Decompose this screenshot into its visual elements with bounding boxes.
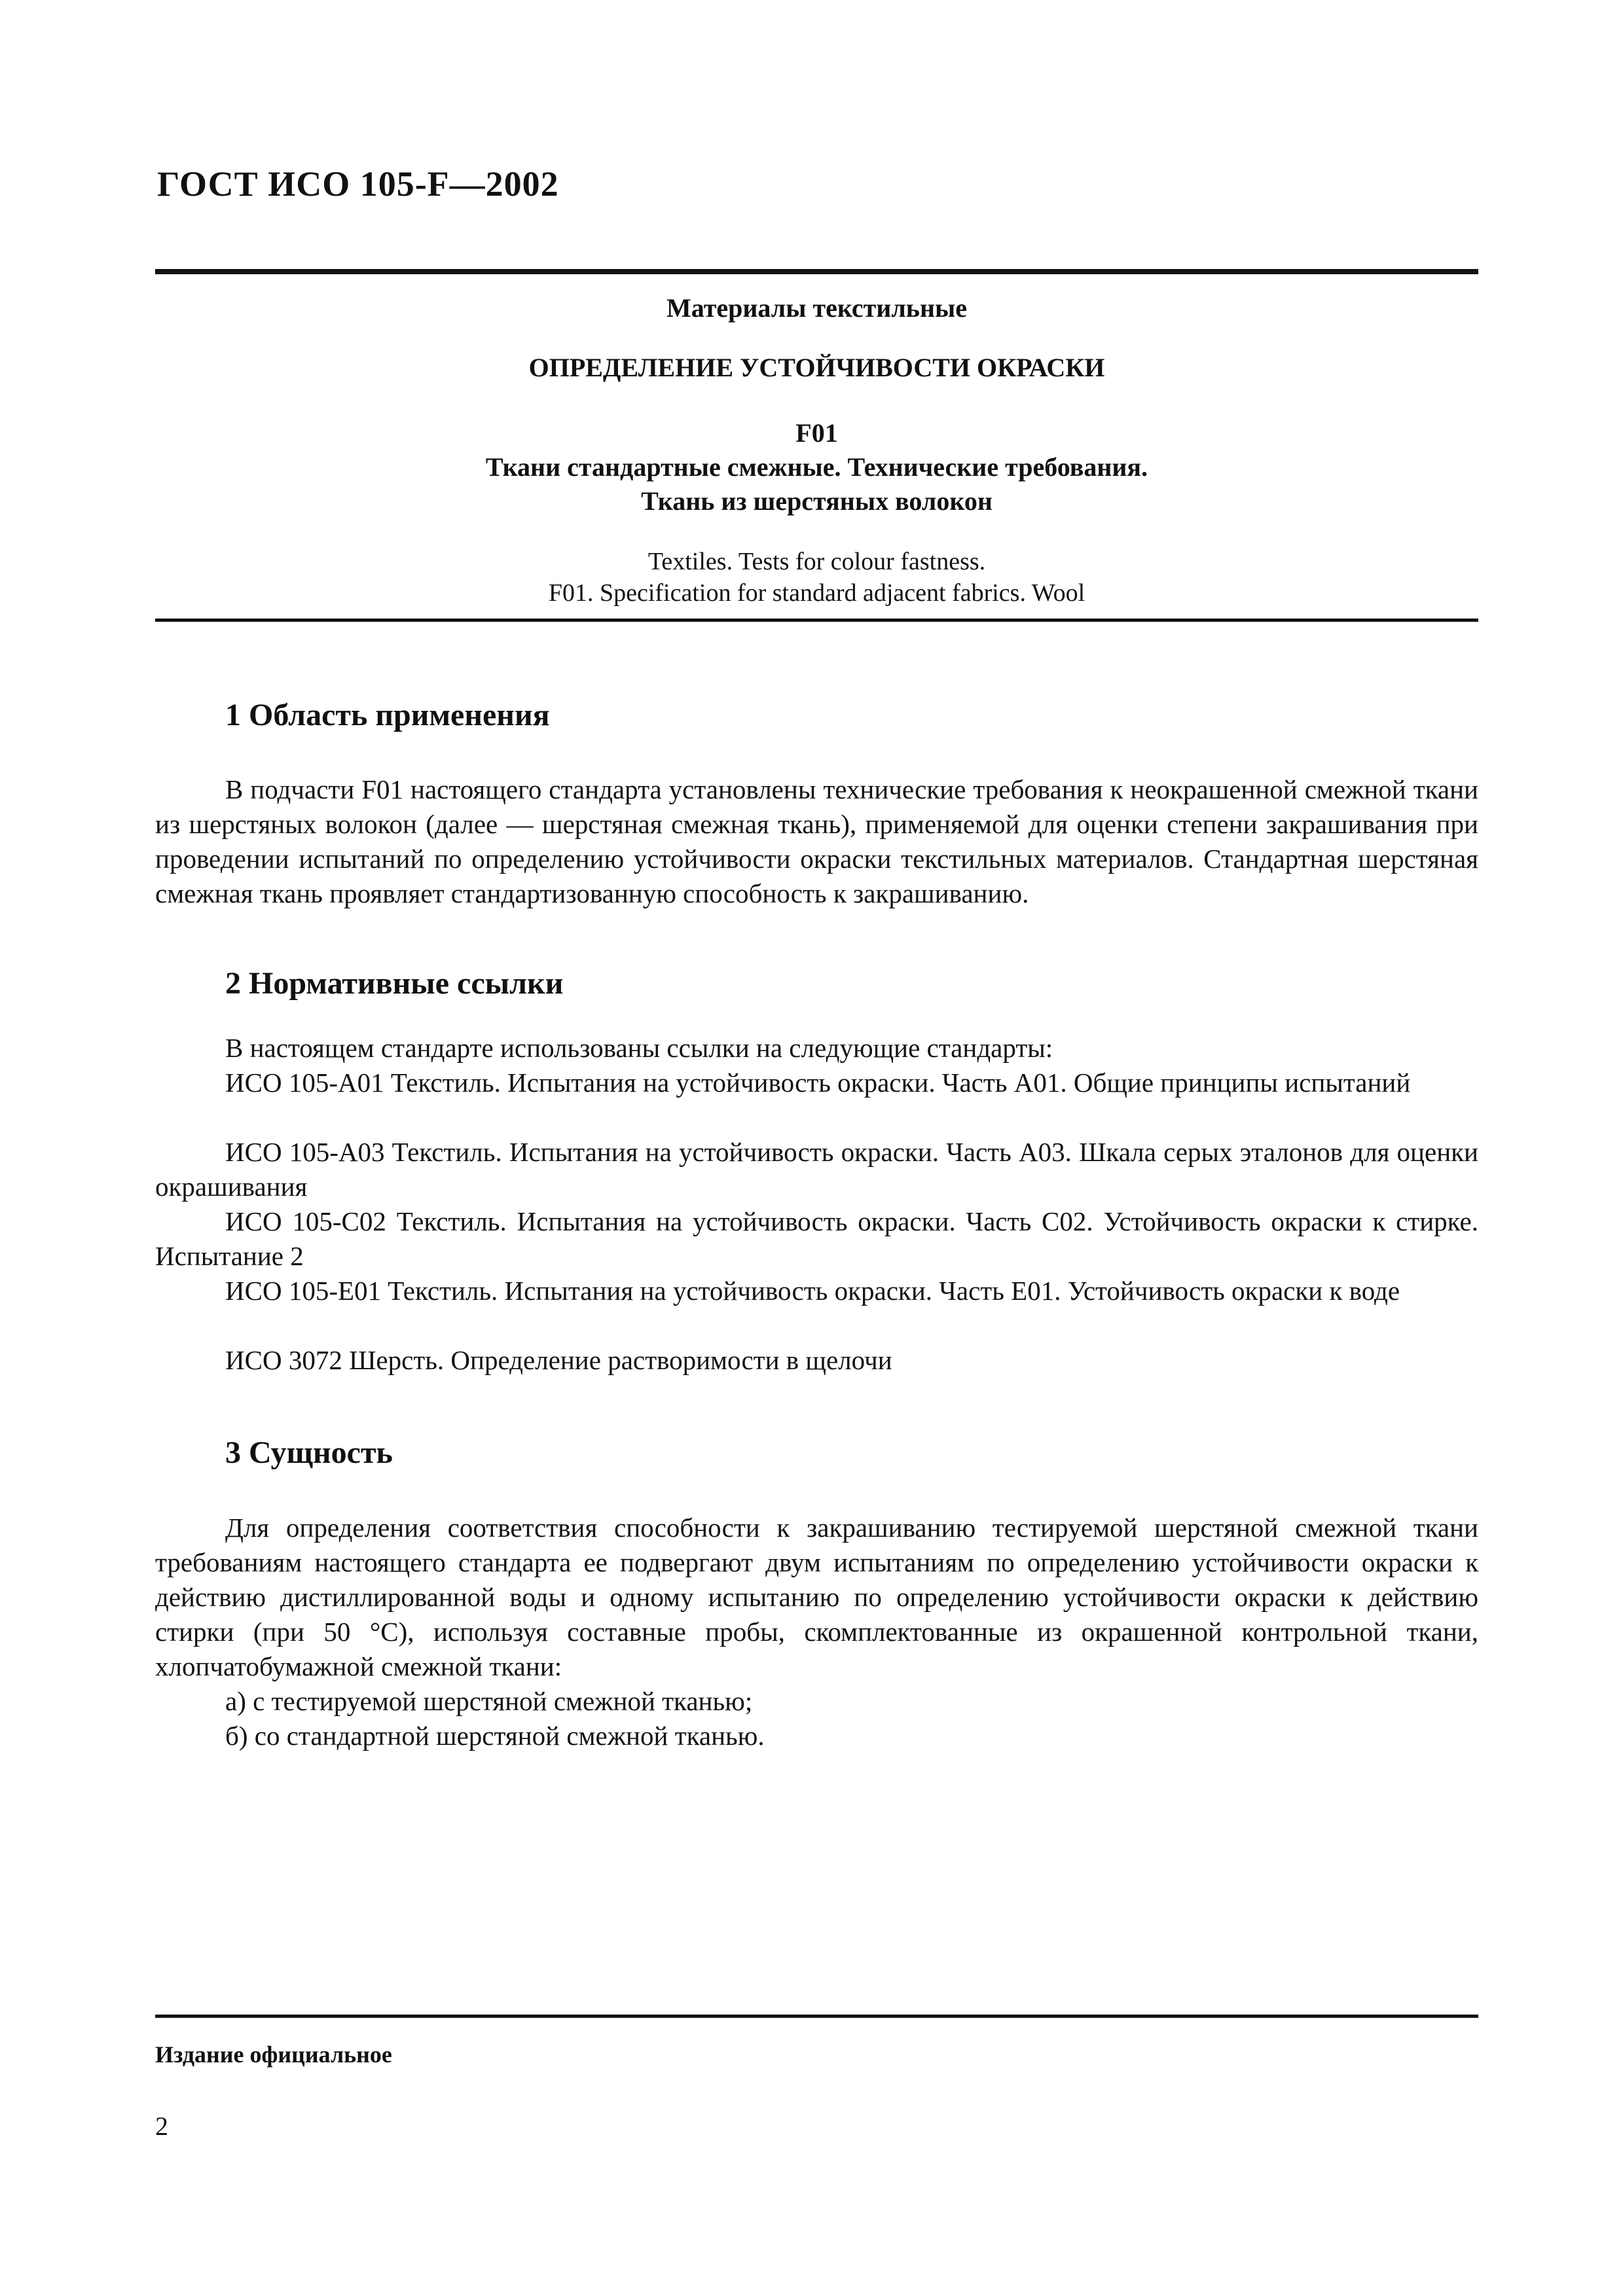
official-edition-label: Издание официальное xyxy=(155,2041,392,2068)
reference-item: ИСО 105-С02 Текстиль. Испытания на устойчивость окраски. Часть С02. Устойчивость окраски к стирке. Испытание 2 xyxy=(155,1206,1478,1271)
document-code: ГОСТ ИСО 105-F—2002 xyxy=(157,164,559,204)
title-part-code: F01 xyxy=(795,418,838,448)
reference-item: ИСО 3072 Шерсть. Определение растворимости в щелочи xyxy=(225,1345,892,1375)
reference-item: ИСО 105-А01 Текстиль. Испытания на устойчивость окраски. Часть А01. Общие принципы испытаний xyxy=(225,1067,1411,1098)
title-part-block xyxy=(155,416,1478,518)
english-title-block xyxy=(155,546,1478,609)
title-subtitle-line2: Ткань из шерстяных волокон xyxy=(641,486,993,516)
top-rule xyxy=(155,269,1478,274)
essence-list-item: а) с тестируемой шерстяной смежной тканью; xyxy=(225,1686,753,1716)
title-bottom-rule xyxy=(155,619,1478,622)
title-main: ОПРЕДЕЛЕНИЕ УСТОЙЧИВОСТИ ОКРАСКИ xyxy=(528,353,1105,382)
title-main-block xyxy=(155,351,1478,385)
section-heading-references: 2 Нормативные ссылки xyxy=(225,966,564,1001)
references-intro: В настоящем стандарте использованы ссылки на следующие стандарты: xyxy=(225,1033,1053,1063)
english-title-line1: Textiles. Tests for colour fastness. xyxy=(647,548,986,575)
title-subtitle-line1: Ткани стандартные смежные. Технические требования. xyxy=(485,452,1148,482)
scope-paragraph: В подчасти F01 настоящего стандарта установлены технические требования к неокрашенной смежной ткани из шерстяных волокон (далее — шерстяная смежная ткань), применяемой для оценки степени закрашивания при проведении испытаний по определению устойчивости окраски текстильных материалов. Стандартная шерстяная смежная ткань проявляет стандартизованную способность к закрашиванию. xyxy=(155,774,1478,908)
section-heading-scope: 1 Область применения xyxy=(225,698,550,732)
title-category: Материалы текстильные xyxy=(666,293,967,323)
section-heading-essence: 3 Сущность xyxy=(225,1435,393,1470)
footer-rule xyxy=(155,2015,1478,2018)
title-block xyxy=(155,291,1478,325)
essence-paragraph: Для определения соответствия способности к закрашиванию тестируемой шерстяной смежной ткани требованиям настоящего стандарта ее подвергают двум испытаниям по определению устойчивости окраски к действию дистиллированной воды и одному испытанию по определению устойчивости окраски к действию стирки (при 50 °С), используя составные пробы, скомплектованные из окрашенной контрольной ткани, хлопчатобумажной смежной ткани: xyxy=(155,1513,1478,1681)
essence-list-item: б) со стандартной шерстяной смежной тканью. xyxy=(225,1721,765,1751)
page-number: 2 xyxy=(155,2111,168,2141)
reference-item: ИСО 105-Е01 Текстиль. Испытания на устойчивость окраски. Часть Е01. Устойчивость окраски к воде xyxy=(225,1276,1400,1306)
reference-item: ИСО 105-А03 Текстиль. Испытания на устойчивость окраски. Часть А03. Шкала серых эталонов для оценки окрашивания xyxy=(155,1137,1478,1202)
english-title-line2: F01. Specification for standard adjacent fabrics. Wool xyxy=(548,579,1085,607)
